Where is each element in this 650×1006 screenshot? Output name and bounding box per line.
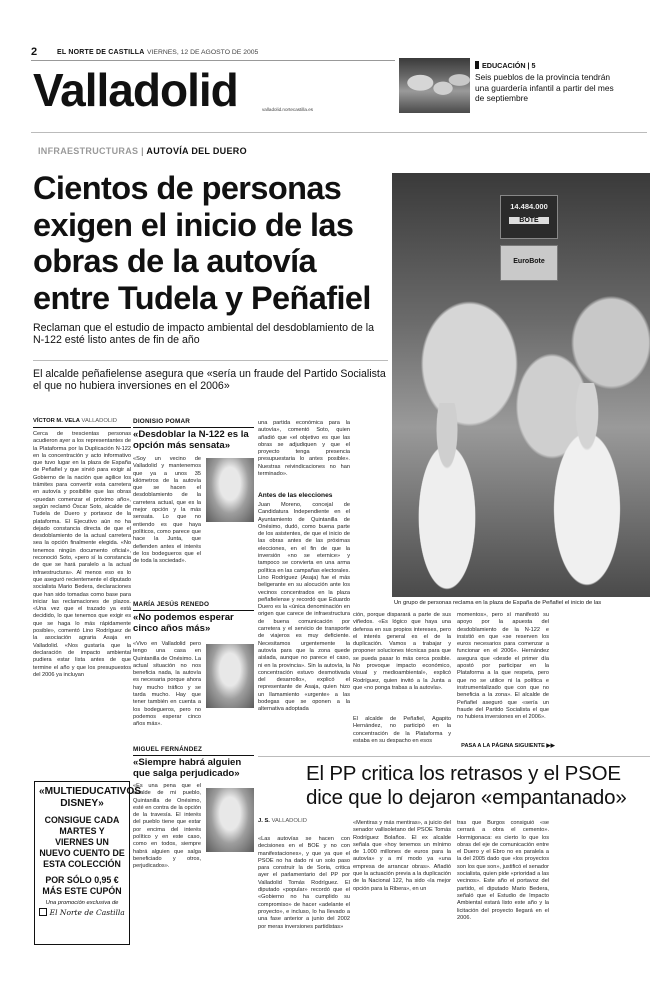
main-standfirst: El alcalde peñafielense asegura que «sería un fraude del Partido Socialista el que no hubiera inversiones en el 2006» — [33, 368, 386, 393]
section-title: Valladolid — [33, 64, 238, 116]
second-column-2: «Mentiras y más mentiras», a juicio del senador vallisoletano del PSOE Tomás Rodríguez Bolaños. El ex alcalde señala que «hoy tenemos un mínimo de 1.000 millones de euros para la autovía» y a mí modo ya «una empresa de arrancar obras». Añadió que la actuación previa a la duplicación de la Nacional 122, ha sido «la mejor opción para la Ribera», en un — [353, 820, 451, 892]
ad-brand-icon — [39, 908, 47, 916]
lottery-amount: 14.484.000 — [510, 202, 548, 211]
ad-price: POR SÓLO 0,95 € MÁS ESTE CUPÓN — [42, 875, 122, 896]
teaser-page: 5 — [531, 61, 536, 70]
opinion-quote-3: «Siempre habrá alguien que salga perjudicado» — [133, 757, 242, 779]
opinion-rule-1 — [133, 427, 254, 428]
subhead-rule — [33, 360, 388, 361]
eurobote-label: EuroBote — [513, 258, 545, 265]
teaser-box[interactable]: EDUCACIÓN | 5 Seis pueblos de la provincia tendrán una guardería infantil a partir del mes de septiembre — [475, 61, 647, 113]
second-byline-name: J. S. — [258, 818, 270, 824]
ad-promo: Una promoción exclusiva de — [45, 900, 119, 906]
kicker-topic: AUTOVÍA DEL DUERO — [146, 146, 247, 156]
teaser-label: EDUCACIÓN — [482, 61, 526, 70]
lottery-bote: BOTE — [509, 217, 549, 224]
opinion-quote-2: «No podemos esperar cinco años más» — [133, 612, 234, 634]
byline-place: VALLADOLID — [81, 418, 117, 424]
promo-ad[interactable] — [34, 781, 142, 945]
crowd-figure — [402, 403, 492, 593]
kicker-category: INFRAESTRUCTURAS — [38, 146, 139, 156]
opinion-name-2: MARÍA JESÚS RENEDO — [133, 601, 210, 608]
eurobote-sign — [500, 245, 558, 281]
main-photo — [392, 173, 650, 597]
photo-caption: Un grupo de personas reclama en la plaza de España de Peñafiel el inicio de las — [394, 600, 602, 606]
newspaper-name: EL NORTE DE CASTILLA — [57, 49, 145, 56]
ad-brand-name: El Norte de Castilla — [49, 908, 125, 917]
page-number: 2 — [31, 46, 38, 58]
body-column-4: momentos», pero sí manifestó su apoyo por la apuesta del desdoblamiento de la N-122 e insistió en que «se reserven los euros necesarios para comenzar a funcionar en el 2006». Hernández asegura que «desde el primer día apostó por participar en la Plataforma a la que respeta, pero que no se utilice ni la política e instrumentalizado que con que no beneficia a la zona». El alcalde de Peñafiel aseguró que «sería un fraude del Partido Socialista el que no hubiera inversiones en el 2006». — [457, 612, 549, 721]
second-byline — [258, 818, 307, 824]
continues-link[interactable]: PASA A LA PÁGINA SIGUIENTE ▶▶ — [461, 743, 555, 749]
body-column-3: ción, porque disparará a parte de sus viñedos. «Es lógico que haya una defensa en sus propios intereses, pero el interés general es el de la duplicación. Vamos a trabajar y proponer soluciones técnicas para que se pueda pasar lo más cerca posible. No provoque impacto económico, visual y medioambiental», explicó Rodríguez, quien invitó a la Junta a que «no ponga trabas a la autovía». — [353, 612, 451, 691]
opinion-photo-2 — [206, 644, 254, 708]
ad-brand — [39, 908, 125, 917]
section-website: valladolid.nortecastilla.es — [262, 107, 314, 112]
main-subhead: Reclaman que el estudio de impacto ambiental del desdoblamiento de la N-122 esté listo antes de fin de año — [33, 322, 374, 347]
opinion-rule-3 — [133, 755, 254, 756]
ad-line: CONSIGUE CADA MARTES Y VIERNES UN NUEVO CUENTO DE ESTA COLECCIÓN — [39, 815, 125, 869]
body-column-1: Cerca de trescientas personas acudieron ayer a los representantes de la Plataforma por la Duplicación N-122 en la concentración y acto informativo que tuvo lugar en la plaza de España de Peñafiel y que sirvió para exigir al Gobierno de la nación que agilice los trámites para convertir esta carretera en autovía y posibilite que las obras «puedan comenzar el próximo año», según reclamó Óscar Soto, alcalde de Tudela de Duero y portavoz de la plataforma. El Ejecutivo aún no ha dejado constancia directa de que el desdoblamiento de la actual carretera sea la opción finalmente elegida. «No tenemos ningún documento oficial», reconoció Soto, «pero sí la constancia de que se hará paralelo a la actual infraestructura». Al menos eso es lo que aseguró recientemente el diputado socialista Mario Bedera, declaraciones que han sido tomadas como base para iniciar las reclamaciones de plazos. «Una vez que el trazado ya está decidido, lo que tenemos que exigir es que se haga lo más rápidamente posible», comentó Lino Rodríguez de la asociación agraria Asaja en Valladolid. «Nos gustaría que la declaración de impacto ambiental pudiera estar lista antes de que termine el año y que los presupuestos del 2006 ya incluyan — [33, 431, 131, 678]
second-column-1: «Las autovías se hacen con decisiones en el BOE y no con manifestaciones», y que ya que el PSOE no ha dado ni un solo paso para construir la de Soria, critica ayer el parlamentario del PP por Valladolid Tomás Rodríguez. El diputado «popular» recordó que el «Gobierno no ha cumplido su compromiso» de hacer «adelante el proyecto», e incluso, lo ha llevado a una fase anterior a junio del 2002 por meras inversiones partidistas» — [258, 836, 350, 930]
second-column-3: tras que Burgos consiguió «se cerrará a obra el cemento». Hormigonaca: es cierto lo que los obras del eje de comunicación entre el Duero y el Ebro no es paralela a la del 2005 dado que «los proyectos son los que son», justificó el senador socialista, quien pide «prioridad a las vecinos». Este año el portavoz del partido, el diputado Mario Bedera, señaló que el Estudio de Impacto Ambiental estará listo este año y la licitación del proyecto llegará en el 2006. — [457, 820, 549, 921]
lottery-sign — [500, 195, 558, 239]
kicker: INFRAESTRUCTURAS | AUTOVÍA DEL DUERO — [38, 146, 247, 156]
second-headline: El PP critica los retrasos y el PSOE dice que lo dejaron «empantanado» — [306, 762, 627, 809]
opinion-photo-3 — [206, 788, 254, 852]
opinion-name-3: MIGUEL FERNÁNDEZ — [133, 746, 203, 753]
byline-rule — [33, 427, 131, 428]
folio-rule — [31, 60, 395, 61]
second-story-rule — [258, 756, 650, 757]
opinion-text-3: «Es una pena que el alcalde de mi pueblo, Quintanilla de Onésimo, esté en contra de la opción de la travesía. El interés del pueblo tiene que estar por encima del interés político y en este caso, como en todos, siempre habrá alguien que salga beneficiado y otros, perjudicados». — [133, 783, 201, 870]
opinion-quote-1: «Desdoblar la N-122 es la opción más sensata» — [133, 429, 249, 451]
crowd-figure-2 — [532, 383, 642, 593]
second-byline-place: VALLADOLID — [271, 818, 307, 824]
header-rule — [31, 132, 647, 133]
opinion-name-1: DIONISIO POMAR — [133, 418, 191, 425]
folio-bar — [31, 47, 461, 61]
teaser-photo — [399, 58, 470, 113]
opinion-photo-1 — [206, 458, 254, 522]
teaser-text: Seis pueblos de la provincia tendrán una guardería infantil a partir del mes de septiembre — [475, 72, 614, 103]
main-headline: Cientos de personas exigen el inicio de las obras de la autovía entre Tudela y Peñafiel — [33, 170, 371, 316]
opinion-rule-2 — [133, 610, 254, 611]
inner-subhead: Antes de las elecciones — [258, 492, 333, 499]
main-byline — [33, 418, 117, 424]
ad-title: «MULTIEDUCATIVOS DISNEY» — [39, 786, 142, 809]
body-column-3b: El alcalde de Peñafiel, Agapito Hernández, no participó en la concentración de la Plataforma y estaba en su despacho en esos — [353, 716, 451, 744]
body-column-2: una partida económica para la autovía», comentó Soto, quien añadió que «el objetivo es que las obras se adjudiquen y que el proyecto tenga presencia presupuestaria lo antes posible». Nuestras reivindicaciones no han terminado». — [258, 420, 350, 478]
body-column-2b: Juan Moreno, concejal de Candidatura Independiente en el Ayuntamiento de Quintanilla de Onésimo, dudó, como buena parte de los asistentes, de que el inicio de las obras antes de las próximas elecciones, en el fin de que la inversión «no se eternice» y tampoco se convierta en una arma política en las campañas electorales. Lino Rodríguez (Asaja) fue el más beligerante en su alocución ante los vecinos concentrados en la plaza peñafielense y recordó que Eduardo Duero es la «única denominación en origen que carece de infraestructura de buena comunicación por carretera y el servicio de transporte de viajeros es muy deficiente. Necesitamos urgentemente la autovía para que la zona quede aislada, aunque no parece el caso, ni en la provincia». Sin la autovía, la concentración estuvo desmotivada del desarrollo», explicó el representante de Asaja, quien hizo un llamamiento «urgente» a las bodegas que se oponen a la alternativa adoptada — [258, 502, 350, 713]
issue-date: VIERNES, 12 DE AGOSTO DE 2005 — [147, 49, 259, 56]
opinion-text-1: «Soy un vecino de Valladolid y mantenemos que ya a unos 35 kilómetros de la autovía que se hacen el desdoblamiento de la carretera actual, que es la mejor opción y la más sensata. Lo que no entiendo es que haya políticos, como parece que hace la Junta, que defienden antes el interés de los bodegueros que el de toda la sociedad». — [133, 456, 201, 565]
opinion-text-2: «Vivo en Valladolid pero tengo una casa en Quintanilla de Onésimo. La actual situación no nos beneficia nada, la autovía es necesaria porque ahora hay mucho tráfico y se tarda mucho. Hay que tener también en cuenta a los bodegueros, pero no podemos esperar cinco años más». — [133, 641, 201, 728]
byline-name: VÍCTOR M. VELA — [33, 418, 80, 424]
